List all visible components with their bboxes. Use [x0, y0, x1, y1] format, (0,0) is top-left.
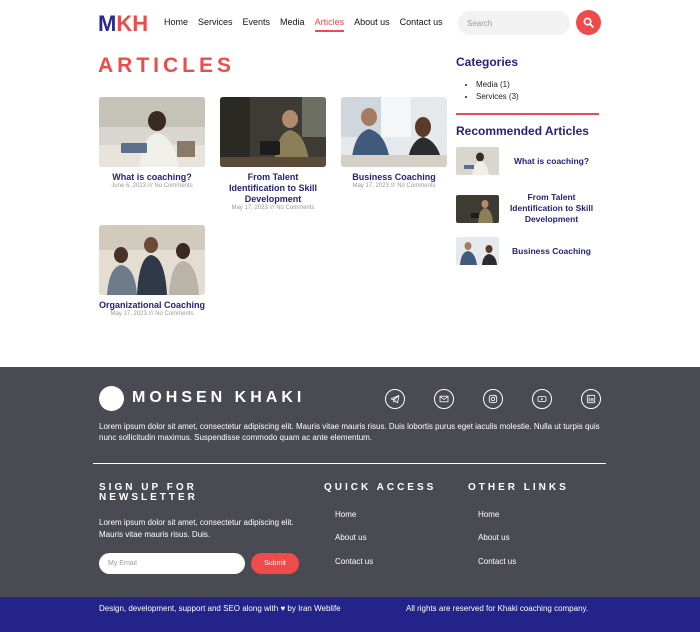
article-comments[interactable]: No Comments — [276, 205, 315, 211]
article-title[interactable]: From Talent Identification to Skill Development — [228, 172, 317, 204]
other-link-about-us[interactable]: About us — [478, 533, 510, 542]
nav-events[interactable]: Events — [242, 17, 271, 27]
recommended-item[interactable] — [456, 237, 601, 265]
other-links-heading: OTHER LINKS — [468, 482, 569, 493]
category-item[interactable]: • Services (3) — [476, 92, 519, 101]
recommended-title[interactable]: From Talent Identification to Skill Development — [509, 192, 594, 224]
other-link-home[interactable]: Home — [478, 510, 500, 519]
youtube-link[interactable] — [532, 389, 552, 409]
site-logo[interactable] — [98, 11, 148, 37]
article-title[interactable]: Organizational Coaching — [98, 300, 205, 310]
recommended-thumbnail[interactable] — [456, 195, 499, 223]
instagram-icon — [488, 394, 498, 404]
instagram-link[interactable] — [483, 389, 503, 409]
nav-media[interactable]: Media — [280, 17, 305, 27]
article-thumbnail[interactable] — [220, 97, 326, 167]
telegram-link[interactable] — [385, 389, 405, 409]
linkedin-icon — [586, 394, 596, 404]
nav-home[interactable]: Home — [164, 17, 189, 27]
credit-text[interactable]: Design, development, support and SEO along with ♥ by Iran Weblife — [99, 604, 341, 613]
quick-link-about-us[interactable]: About us — [335, 533, 367, 542]
footer-logo-circle — [99, 386, 124, 411]
article-card[interactable] — [219, 97, 327, 211]
newsletter-heading: SIGN UP FOR NEWSLETTER — [99, 482, 198, 503]
article-card[interactable] — [98, 97, 206, 189]
search-input[interactable] — [458, 11, 570, 35]
footer-divider — [93, 463, 606, 464]
search-button[interactable] — [576, 10, 601, 35]
categories-heading: Categories — [456, 55, 519, 69]
article-date: May 17, 2023 — [352, 183, 389, 189]
recommended-item[interactable] — [456, 192, 601, 225]
mail-link[interactable] — [434, 389, 454, 409]
meta-separator: /// — [269, 205, 275, 211]
footer-about-text: Lorem ipsum dolor sit amet, consectetur adipiscing elit. Mauris vitae mauris risus. Duis lobortis purus eget iaculis molestie. Nulla ut turpis quis nunc sollicitudin maximus. Suspendisse commodo quam ac ante elementum. — [99, 422, 600, 442]
copyright-bar — [0, 597, 700, 632]
article-title[interactable]: Business Coaching — [352, 172, 436, 182]
logo-kh: KH — [116, 11, 149, 36]
recommended-thumbnail[interactable] — [456, 147, 499, 175]
category-item[interactable]: • Media (1) — [476, 80, 519, 89]
article-date: May 17, 2023 — [231, 205, 268, 211]
article-date: June 6, 2023 — [111, 183, 146, 189]
meta-separator: /// — [147, 183, 153, 189]
article-meta — [98, 311, 206, 317]
article-meta — [219, 205, 327, 211]
nav-contact-us[interactable]: Contact us — [399, 17, 443, 27]
quick-access-heading: QUICK ACCESS — [324, 482, 437, 493]
site-header — [0, 0, 700, 46]
recommended-title[interactable]: What is coaching? — [513, 155, 590, 166]
sidebar-divider — [456, 113, 599, 115]
social-links — [385, 389, 630, 409]
main-nav — [164, 17, 453, 32]
article-title[interactable]: What is coaching? — [112, 172, 192, 182]
meta-separator: /// — [390, 183, 396, 189]
article-thumbnail[interactable] — [341, 97, 447, 167]
article-comments[interactable]: No Comments — [154, 183, 193, 189]
article-card[interactable] — [98, 225, 206, 317]
quick-link-contact-us[interactable]: Contact us — [335, 557, 374, 566]
logo-m: M — [98, 11, 117, 36]
search-icon — [583, 17, 594, 28]
nav-articles[interactable]: Articles — [315, 17, 345, 32]
article-meta — [340, 183, 448, 189]
nav-about-us[interactable]: About us — [354, 17, 390, 27]
site-footer — [0, 367, 700, 597]
page-title: ARTICLES — [98, 54, 235, 77]
rights-text: All rights are reserved for Khaki coaching company. — [406, 604, 589, 613]
categories-list — [466, 80, 519, 104]
article-date: May 17, 2023 — [110, 311, 147, 317]
mail-icon — [439, 394, 449, 404]
article-comments[interactable]: No Comments — [155, 311, 194, 317]
youtube-icon — [537, 394, 547, 404]
linkedin-link[interactable] — [581, 389, 601, 409]
meta-separator: /// — [148, 311, 154, 317]
footer-brand: MOHSEN KHAKI — [132, 389, 306, 406]
other-link-contact-us[interactable]: Contact us — [478, 557, 517, 566]
quick-link-home[interactable]: Home — [335, 510, 357, 519]
recommended-heading: Recommended Articles — [456, 124, 589, 138]
recommended-title[interactable]: Business Coaching — [512, 245, 591, 256]
article-meta — [98, 183, 206, 189]
newsletter-text: Lorem ipsum dolor sit amet, consectetur adipiscing elit. Mauris vitae mauris risus. Duis. — [99, 518, 294, 539]
recommended-item[interactable] — [456, 147, 601, 175]
article-comments[interactable]: No Comments — [397, 183, 436, 189]
newsletter-submit-button[interactable]: Submit — [251, 553, 299, 574]
newsletter-email-input[interactable] — [99, 553, 245, 574]
telegram-icon — [390, 394, 400, 404]
article-card[interactable] — [340, 97, 448, 189]
recommended-thumbnail[interactable] — [456, 237, 499, 265]
article-thumbnail[interactable] — [99, 225, 205, 295]
nav-services[interactable]: Services — [198, 17, 233, 27]
article-thumbnail[interactable] — [99, 97, 205, 167]
